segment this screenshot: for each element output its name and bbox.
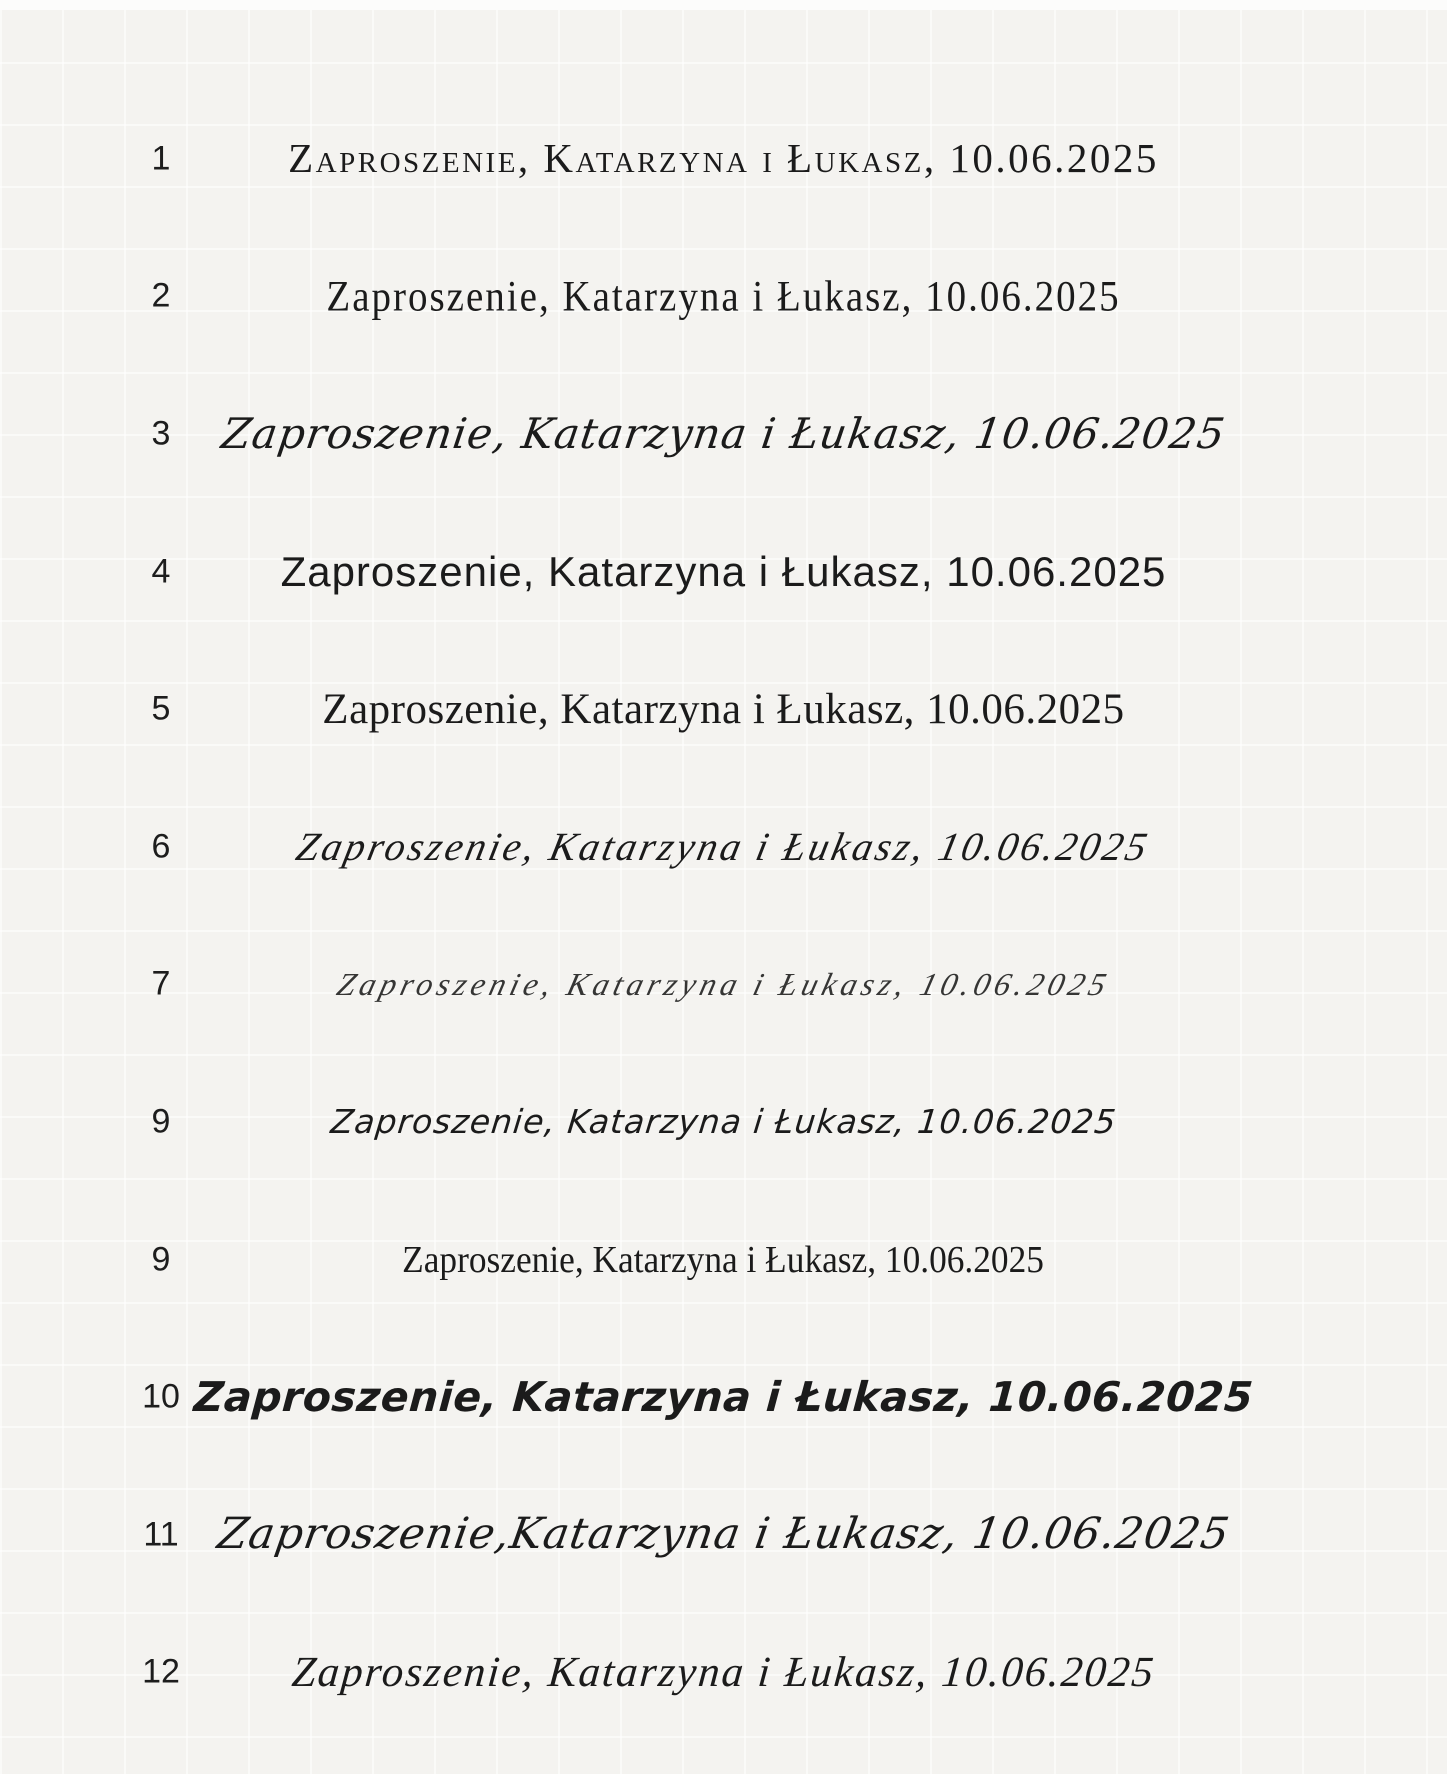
font-sample-row bbox=[0, 1191, 1447, 1329]
row-number: 5 bbox=[151, 689, 171, 728]
sample-text: Zaproszenie, Katarzyna i Łukasz, 10.06.2025 bbox=[192, 1372, 1255, 1421]
font-sample-row bbox=[0, 503, 1447, 641]
sample-text: Zaproszenie, Katarzyna i Łukasz, 10.06.2025 bbox=[402, 1238, 1045, 1281]
sample-text: Zaproszenie, Katarzyna i Łukasz, 10.06.2025 bbox=[326, 272, 1121, 321]
font-sample-row bbox=[0, 90, 1447, 228]
font-sample-list bbox=[0, 10, 1447, 1741]
row-number: 11 bbox=[143, 1515, 179, 1554]
row-number: 3 bbox=[151, 414, 171, 453]
row-number: 1 bbox=[151, 139, 171, 178]
row-number: 10 bbox=[142, 1377, 180, 1416]
sample-text: Zaproszenie, Katarzyna i Łukasz, 10.06.2025 bbox=[333, 966, 1114, 1003]
row-number: 7 bbox=[151, 964, 171, 1003]
sample-text: Zaproszenie, Katarzyna i Łukasz, 10.06.2025 bbox=[322, 685, 1125, 733]
sample-text: Zaproszenie, Katarzyna i Łukasz, 10.06.2025 bbox=[218, 408, 1229, 458]
sample-text: Zaproszenie, Katarzyna i Łukasz, 10.06.2025 bbox=[289, 1648, 1158, 1696]
sample-text: Zaproszenie, Katarzyna i Łukasz, 10.06.2025 bbox=[292, 823, 1155, 869]
font-sample-row bbox=[0, 1328, 1447, 1466]
font-sample-row bbox=[0, 365, 1447, 503]
row-number: 6 bbox=[151, 827, 171, 866]
row-number: 4 bbox=[151, 552, 171, 591]
font-sample-row bbox=[0, 1604, 1447, 1742]
sample-text: Zaproszenie,Katarzyna i Łukasz, 10.06.2025 bbox=[213, 1509, 1234, 1560]
font-sample-row bbox=[0, 916, 1447, 1054]
font-sample-row bbox=[0, 228, 1447, 366]
row-number: 9 bbox=[151, 1102, 171, 1141]
sample-text: Zaproszenie, Katarzyna i Łukasz, 10.06.2025 bbox=[288, 135, 1159, 182]
row-number: 12 bbox=[142, 1652, 180, 1691]
font-sample-row bbox=[0, 778, 1447, 916]
sample-text: Zaproszenie, Katarzyna i Łukasz, 10.06.2025 bbox=[280, 547, 1167, 595]
font-sample-row bbox=[0, 640, 1447, 778]
font-sample-row bbox=[0, 1053, 1447, 1191]
row-number: 2 bbox=[151, 276, 171, 315]
font-sample-row bbox=[0, 1466, 1447, 1604]
row-number: 9 bbox=[151, 1240, 171, 1279]
sample-text: Zaproszenie, Katarzyna i Łukasz, 10.06.2025 bbox=[328, 1102, 1119, 1142]
